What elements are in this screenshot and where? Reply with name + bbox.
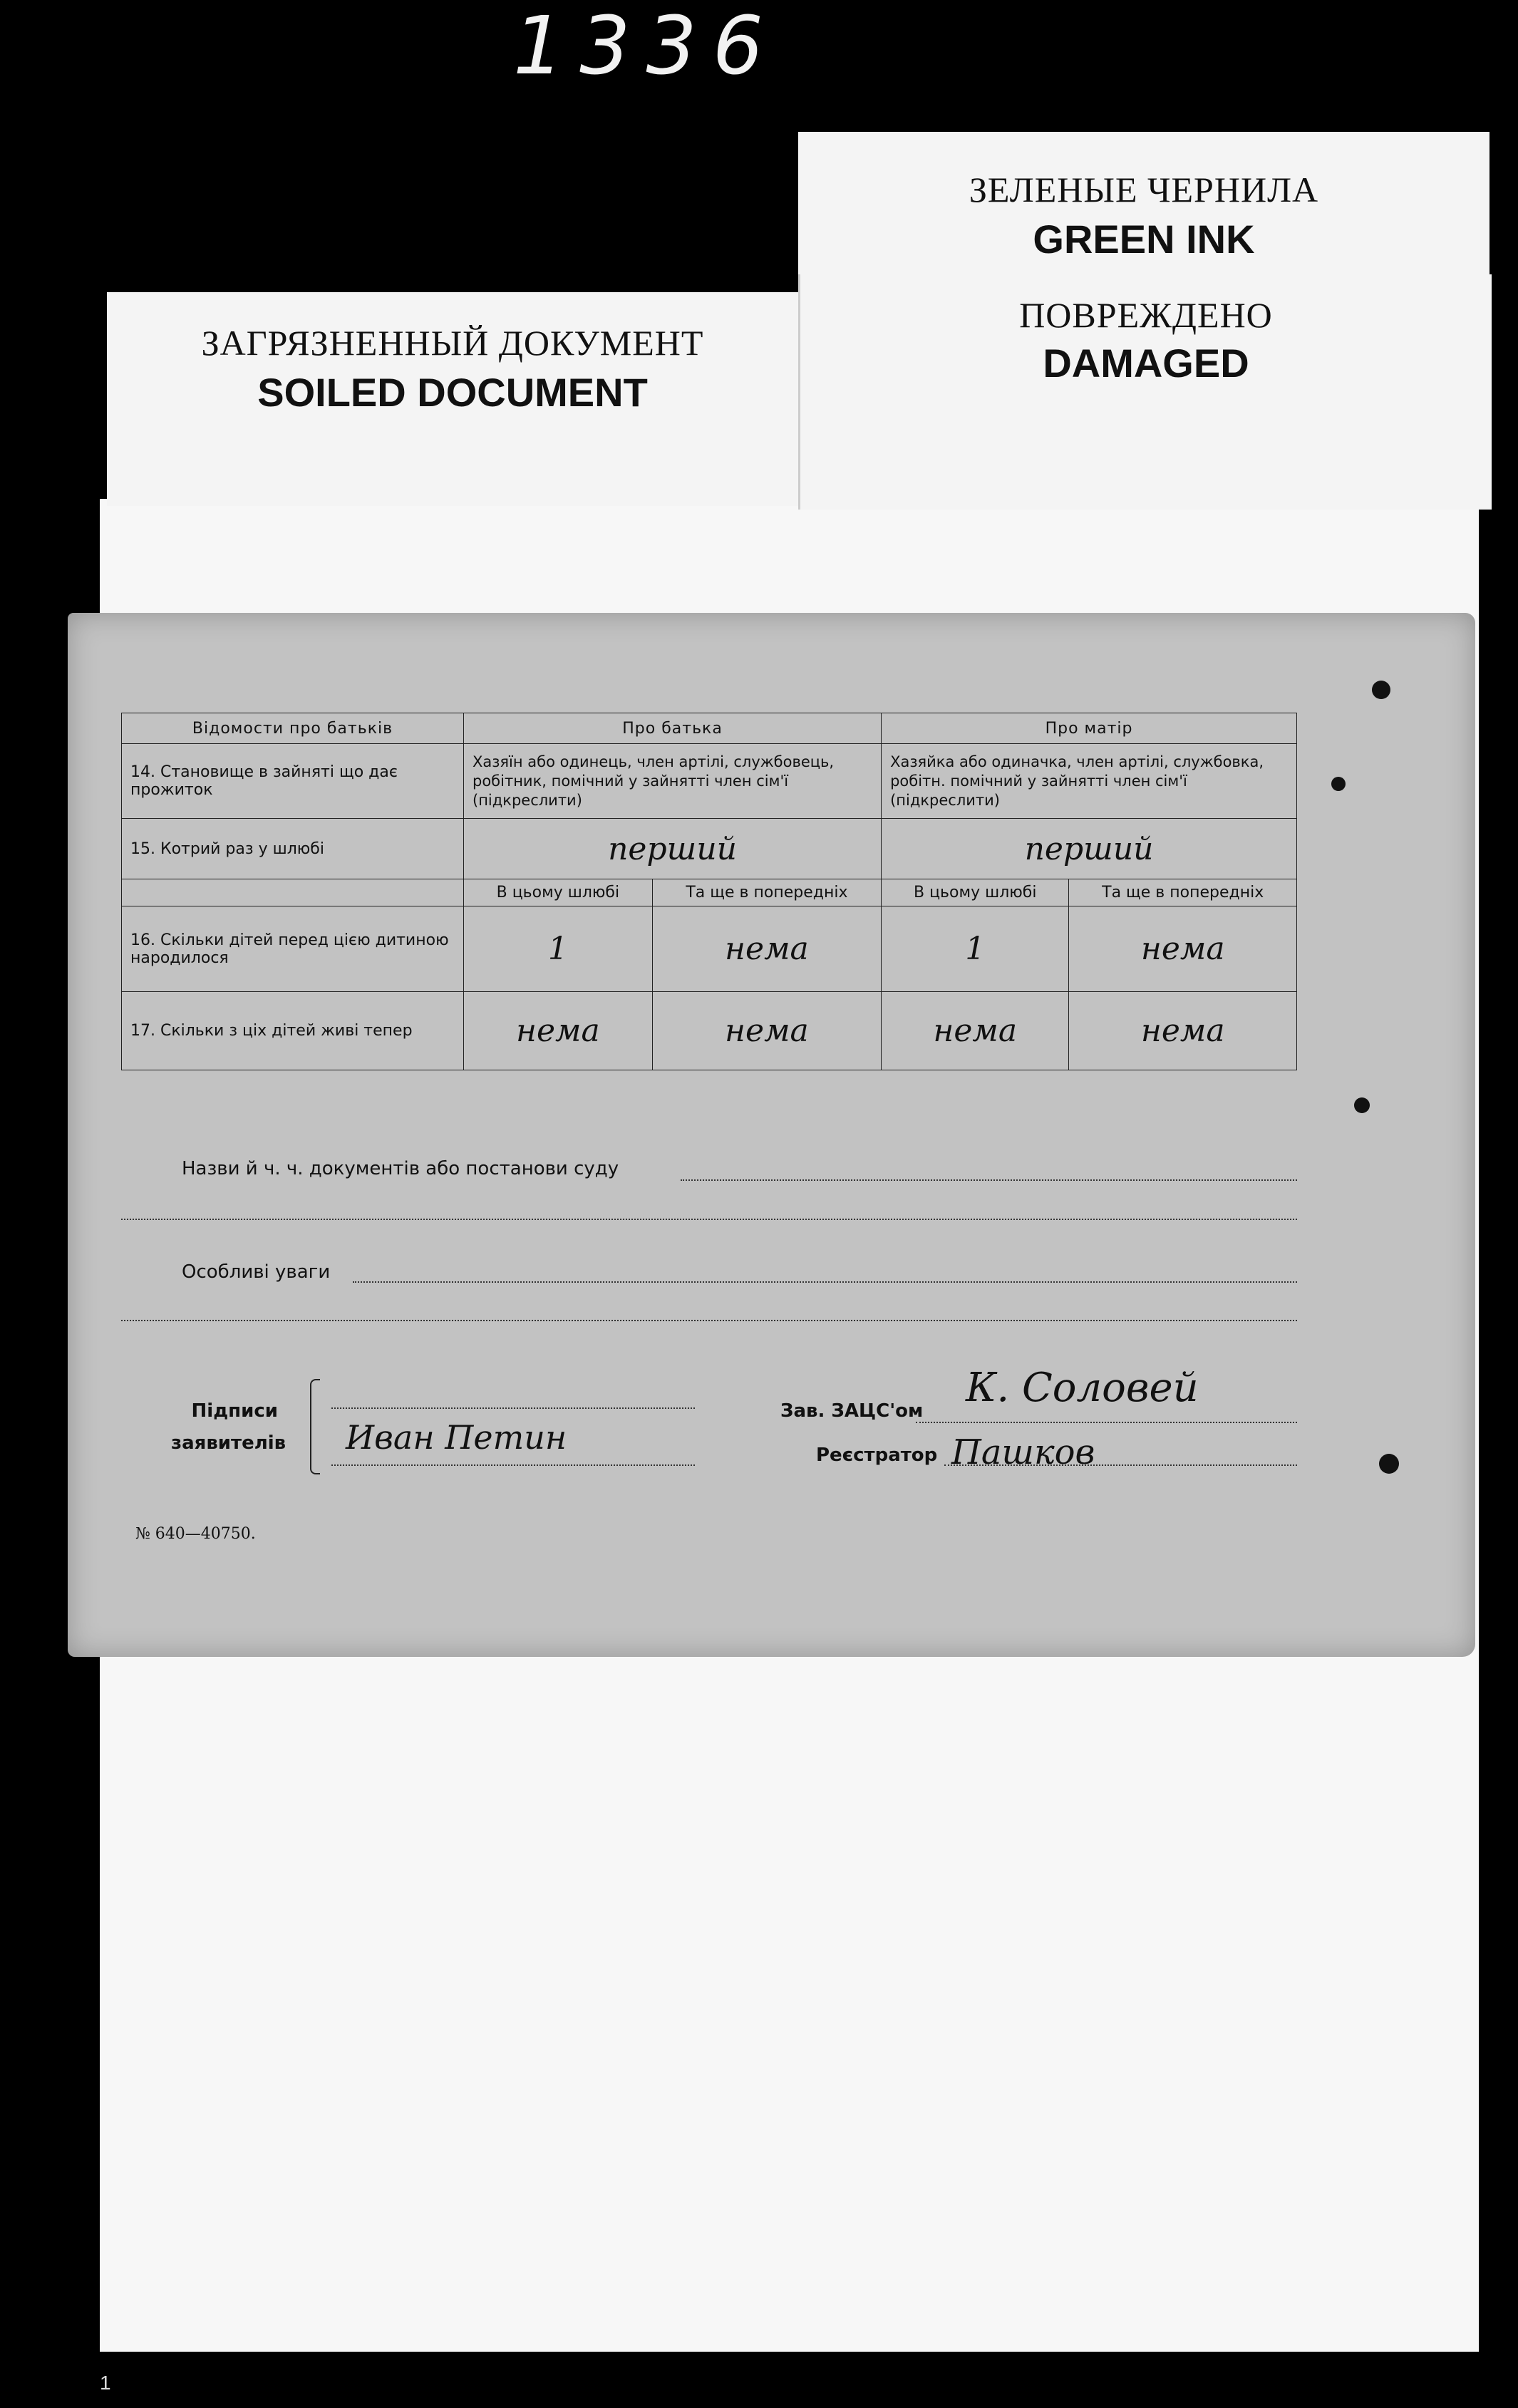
header-parents-info: Відомости про батьків [122, 713, 464, 744]
registrar-dotline [944, 1464, 1297, 1466]
row16-label: 16. Скільки дітей перед цією дитиною народилося [122, 906, 464, 992]
applicant-signature: Иван Петин [346, 1418, 567, 1457]
head-dotline [916, 1422, 1297, 1423]
head-signature: К. Соловей [966, 1365, 1199, 1411]
documents-dotline-2 [121, 1219, 1297, 1220]
registrar-label: Реєстратор [816, 1445, 938, 1466]
soiled-label-card [107, 292, 798, 506]
table-row-17 [122, 992, 1297, 1070]
form-number: № 640—40750. [135, 1525, 256, 1543]
birth-record-form [68, 613, 1475, 1657]
table-subheader-row [122, 879, 1297, 906]
footer-mark: 1 [100, 2372, 111, 2394]
documents-dotline [681, 1179, 1297, 1181]
binder-hole [1331, 777, 1346, 791]
row14-label: 14. Становище в зайняті що дає прожиток [122, 744, 464, 819]
remarks-dotline [353, 1281, 1297, 1283]
parents-info-table [121, 713, 1297, 1070]
remarks-dotline-2 [121, 1320, 1297, 1321]
row14-father: Хазяїн або одинець, член артілі, службовець, робітник, помічний у зайнятті член сім'ї (підкреслити) [464, 744, 882, 819]
subheader-father-this: В цьому шлюбі [464, 879, 653, 906]
row17-mother-prev: нема [1069, 992, 1297, 1070]
subheader-mother-this: В цьому шлюбі [882, 879, 1069, 906]
green-ink-label-en: GREEN INK [1033, 217, 1255, 262]
row15-father: перший [464, 819, 882, 879]
registrar-signature: Пашков [951, 1432, 1095, 1472]
row17-father-prev: нема [652, 992, 881, 1070]
row14-mother: Хазяйка або одиначка, член артілі, службовка, робітн. помічний у зайнятті член сім'ї (підкреслити) [882, 744, 1297, 819]
frame-number: 1336 [513, 0, 780, 93]
subheader-empty [122, 879, 464, 906]
header-mother: Про матір [882, 713, 1297, 744]
remarks-label: Особливі уваги [182, 1261, 331, 1283]
soiled-label-ru: ЗАГРЯЗНЕННЫЙ ДОКУМЕНТ [201, 323, 704, 363]
subheader-father-prev: Та ще в попередніх [652, 879, 881, 906]
table-row-15 [122, 819, 1297, 879]
table-row-16 [122, 906, 1297, 992]
binder-hole [1379, 1454, 1399, 1474]
row16-father-this: 1 [464, 906, 653, 992]
row17-father-this: нема [464, 992, 653, 1070]
green-ink-label-ru: ЗЕЛЕНЫЕ ЧЕРНИЛА [969, 170, 1319, 210]
header-father: Про батька [464, 713, 882, 744]
signatures-label-1: Підписи [191, 1400, 278, 1422]
row16-mother-this: 1 [882, 906, 1069, 992]
binder-hole [1354, 1097, 1370, 1113]
applicant-dotline-1 [331, 1407, 695, 1409]
signature-brace [310, 1379, 320, 1474]
subheader-mother-prev: Та ще в попередніх [1069, 879, 1297, 906]
damaged-label-card [798, 274, 1492, 510]
table-row-14 [122, 744, 1297, 819]
documents-label: Назви й ч. ч. документів або постанови суду [182, 1158, 619, 1179]
row16-mother-prev: нема [1069, 906, 1297, 992]
row15-label: 15. Котрий раз у шлюбі [122, 819, 464, 879]
table-header-row [122, 713, 1297, 744]
soiled-label-en: SOILED DOCUMENT [257, 370, 648, 415]
signatures-label-2: заявителів [171, 1432, 286, 1454]
binder-hole [1372, 681, 1390, 699]
row15-mother: перший [882, 819, 1297, 879]
damaged-label-ru: ПОВРЕЖДЕНО [1019, 295, 1273, 335]
row16-father-prev: нема [652, 906, 881, 992]
applicant-dotline-2 [331, 1464, 695, 1466]
row17-mother-this: нема [882, 992, 1069, 1070]
damaged-label-en: DAMAGED [1043, 341, 1249, 386]
row17-label: 17. Скільки з ціх дітей живі тепер [122, 992, 464, 1070]
head-label: Зав. ЗАЦС'ом [780, 1400, 924, 1422]
green-ink-label-card [798, 132, 1489, 274]
